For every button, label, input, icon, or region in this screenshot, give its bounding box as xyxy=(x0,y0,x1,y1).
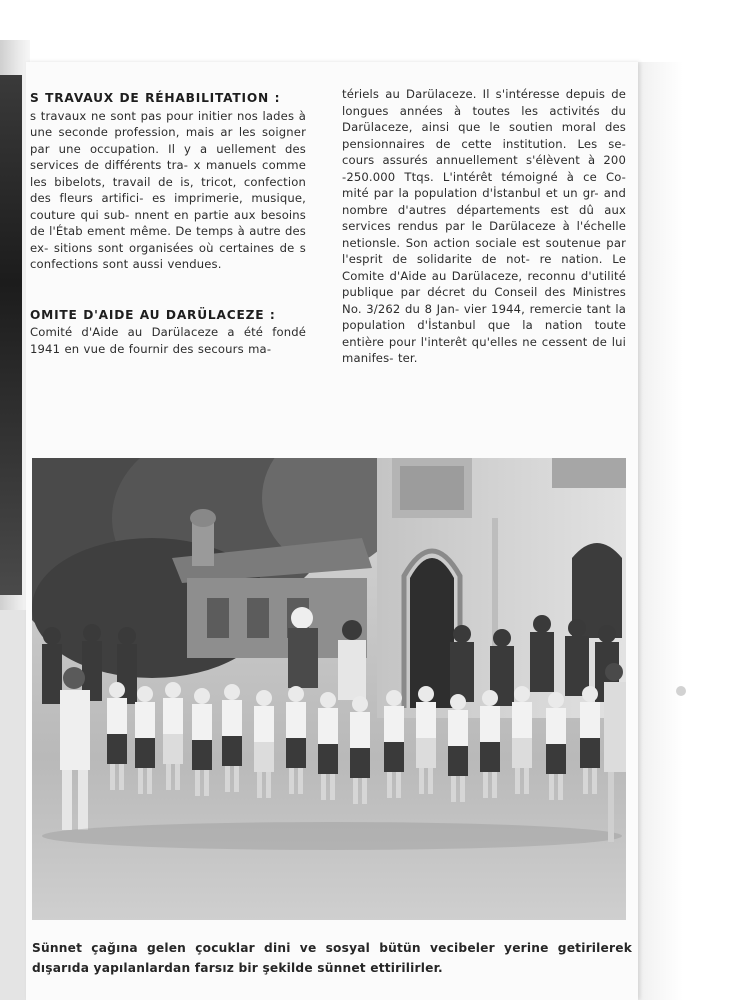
paper-stain xyxy=(676,686,686,696)
paragraph-comite-continued: tériels au Darülaceze. Il s'intéresse depuis de longues années à toutes les activités du Darülaceze, ainsi que le soutien moral des pensionnaires de cette institution. Les se- cours assurés annuellement s'élèvent à 200 -250.000 Ttqs. L'intérêt témoigné à ce Co- mité par la population d'İstanbul et un gr- and nombre d'autres départements est dû aux services rendus par le Darülaceze à l'échelle netionsle. Son action sociale est soutenue par l'esprit de solidarite de not- re nation. Le Comite d'Aide au Darülaceze, reconnu d'utilité publique par décret du Conseil des Ministres No. 3/262 du 8 Jan- vier 1944, remercie tant la population d'İstanbul que la nation toute entière pour l'interêt qu'elles ne cessent de lui manifes- ter. xyxy=(342,87,626,365)
right-text-column xyxy=(342,86,626,367)
paragraph-comite-start: Comité d'Aide au Darülaceze a été fondé 1941 en vue de fournir des secours ma- xyxy=(30,325,306,356)
section-heading-comite: OMITE D'AIDE AU DARÜLACEZE : xyxy=(30,307,276,322)
paragraph-rehabilitation: s travaux ne sont pas pour initier nos lades à une seconde profession, mais ar les soigner par une occupation. Il y a uellement des services de différents tra- x manuels comme les bibelots, travail de is, tricot, confection des fleurs artifici- es imprimerie, musique, couture qui sub- nnent en partie aux besoins de l'Étab ement même. De temps à autre des ex- sitions sont organisées où certaines de s confections sont aussi vendues. xyxy=(30,108,306,271)
facing-page-photo-strip xyxy=(0,75,22,595)
black-and-white-group-photo-icon xyxy=(32,458,626,920)
left-text-column xyxy=(30,90,306,357)
group-photo xyxy=(32,458,626,920)
section-heading-rehabilitation: S TRAVAUX DE RÉHABILITATION : xyxy=(30,91,281,105)
facing-page-text-strip xyxy=(0,610,28,1000)
background-surface xyxy=(638,62,750,1000)
document-page xyxy=(26,62,638,1000)
photo-caption: Sünnet çağına gelen çocuklar dini ve sosyal bütün vecibeler yerine getirilerek dışarıda yapılanlardan farsız bir şekilde sünnet ettirilirler. xyxy=(32,941,632,975)
